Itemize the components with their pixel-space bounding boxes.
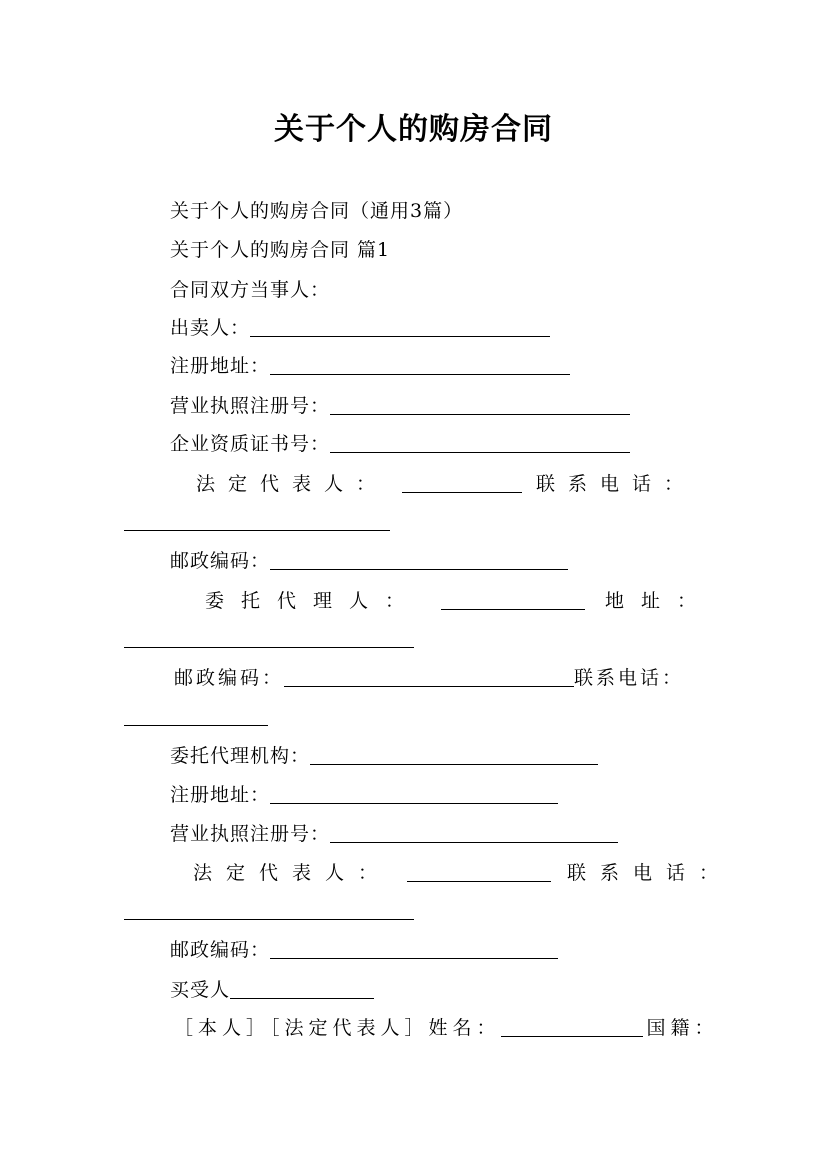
buyer-label: 买受人 bbox=[170, 979, 231, 1001]
agency-postcode-line bbox=[170, 936, 558, 964]
agency-phone-continuation bbox=[124, 897, 414, 925]
seller-qualification-label: 企业资质证书号： bbox=[170, 433, 331, 455]
buyer-line bbox=[170, 976, 374, 1004]
seller-line bbox=[170, 314, 550, 342]
agency-address-label: 注册地址： bbox=[170, 784, 271, 806]
seller-phone-blank[interactable] bbox=[124, 510, 390, 531]
agency-line bbox=[170, 742, 598, 770]
agency-address-blank[interactable] bbox=[270, 783, 558, 804]
seller-agent-address-continuation bbox=[124, 625, 414, 653]
document-title: 关于个人的购房合同 bbox=[274, 112, 553, 147]
agency-blank[interactable] bbox=[310, 744, 598, 765]
agency-license-line bbox=[170, 820, 618, 848]
agency-phone-label: 联系电话： bbox=[567, 862, 733, 884]
seller-blank[interactable] bbox=[250, 316, 550, 337]
buyer-identity-label: ［本人］［法定代表人］姓名： bbox=[174, 1017, 501, 1039]
seller-agent-postcode-blank[interactable] bbox=[284, 666, 574, 687]
seller-address-blank[interactable] bbox=[270, 354, 570, 375]
agency-license-blank[interactable] bbox=[330, 822, 618, 843]
subtitle: 关于个人的购房合同（通用3篇） bbox=[170, 200, 464, 222]
seller-address-label: 注册地址： bbox=[170, 355, 271, 377]
seller-agent-line bbox=[205, 587, 713, 615]
agency-postcode-label: 邮政编码： bbox=[170, 939, 271, 961]
seller-agent-phone-blank[interactable] bbox=[124, 705, 268, 726]
seller-agent-address-label: 地址： bbox=[605, 590, 714, 612]
seller-agent-phone-continuation bbox=[124, 703, 268, 731]
buyer-name-blank[interactable] bbox=[501, 1016, 643, 1037]
agency-postcode-blank[interactable] bbox=[270, 938, 558, 959]
buyer-identity-line bbox=[174, 1014, 719, 1042]
seller-phone-continuation bbox=[124, 508, 390, 536]
agency-legal-rep-blank[interactable] bbox=[407, 861, 551, 882]
seller-license-line bbox=[170, 392, 630, 420]
buyer-blank[interactable] bbox=[230, 978, 374, 999]
seller-legal-rep-line bbox=[196, 470, 696, 498]
seller-qualification-line bbox=[170, 430, 630, 458]
seller-agent-postcode-label: 邮政编码： bbox=[174, 667, 285, 689]
agency-address-line bbox=[170, 781, 558, 809]
seller-agent-phone-label: 联系电话： bbox=[574, 667, 685, 689]
seller-agent-label: 委托代理人： bbox=[205, 590, 422, 612]
seller-postcode-label: 邮政编码： bbox=[170, 550, 271, 572]
seller-license-blank[interactable] bbox=[330, 394, 630, 415]
seller-license-label: 营业执照注册号： bbox=[170, 395, 331, 417]
seller-agent-blank[interactable] bbox=[441, 589, 585, 610]
seller-address-line bbox=[170, 352, 570, 380]
parties-intro: 合同双方当事人： bbox=[170, 279, 331, 301]
seller-legal-rep-blank[interactable] bbox=[402, 472, 522, 493]
section-heading: 关于个人的购房合同 篇1 bbox=[170, 239, 391, 261]
agency-label: 委托代理机构： bbox=[170, 745, 311, 767]
seller-agent-address-blank[interactable] bbox=[124, 627, 414, 648]
agency-phone-blank[interactable] bbox=[124, 899, 414, 920]
agency-license-label: 营业执照注册号： bbox=[170, 823, 331, 845]
seller-qualification-blank[interactable] bbox=[330, 432, 630, 453]
seller-label: 出卖人： bbox=[170, 317, 251, 339]
seller-postcode-line bbox=[170, 547, 568, 575]
agency-legal-rep-line bbox=[193, 859, 732, 887]
agency-legal-rep-label: 法定代表人： bbox=[193, 862, 392, 884]
seller-legal-rep-label: 法定代表人： bbox=[196, 473, 389, 495]
seller-postcode-blank[interactable] bbox=[270, 549, 568, 570]
buyer-nationality-label: 国籍： bbox=[646, 1017, 719, 1039]
seller-phone-label: 联系电话： bbox=[536, 473, 697, 495]
seller-agent-postcode-line bbox=[174, 664, 684, 692]
